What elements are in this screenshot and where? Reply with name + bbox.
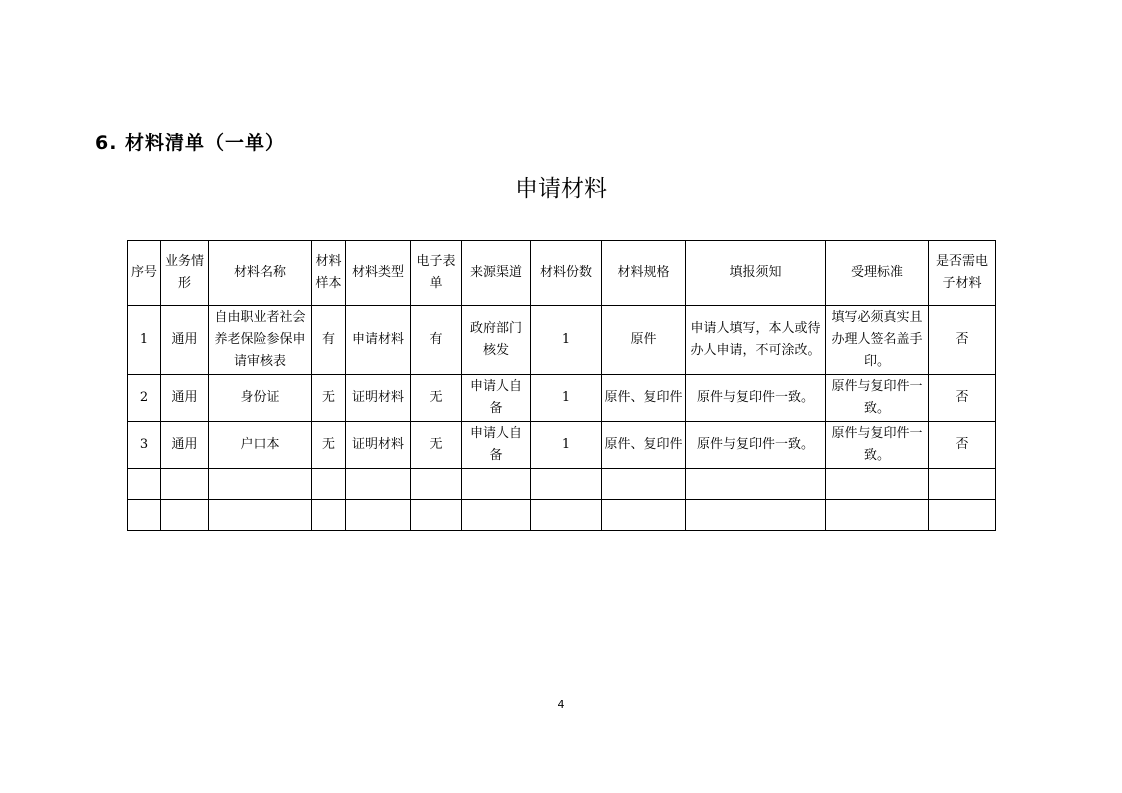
table-cell: 通用 xyxy=(161,375,209,422)
header-cell: 是否需电子材料 xyxy=(929,241,996,306)
empty-cell xyxy=(462,469,531,500)
table-cell: 2 xyxy=(128,375,161,422)
empty-cell xyxy=(161,469,209,500)
table-cell: 无 xyxy=(411,375,462,422)
table-cell: 原件、复印件 xyxy=(602,375,686,422)
empty-cell xyxy=(686,469,826,500)
table-cell: 申请人自备 xyxy=(462,422,531,469)
table-cell: 3 xyxy=(128,422,161,469)
table-cell: 原件与复印件一致。 xyxy=(826,375,929,422)
table-cell: 1 xyxy=(531,375,602,422)
header-cell: 材料样本 xyxy=(312,241,346,306)
empty-cell xyxy=(462,500,531,531)
empty-cell xyxy=(602,500,686,531)
empty-cell xyxy=(128,469,161,500)
table-cell: 申请人自备 xyxy=(462,375,531,422)
empty-cell xyxy=(602,469,686,500)
table-cell: 否 xyxy=(929,422,996,469)
table-cell: 自由职业者社会养老保险参保申请审核表 xyxy=(209,306,312,375)
empty-cell xyxy=(826,500,929,531)
table-cell: 通用 xyxy=(161,422,209,469)
empty-cell xyxy=(686,500,826,531)
empty-cell xyxy=(312,500,346,531)
header-cell: 受理标准 xyxy=(826,241,929,306)
empty-cell xyxy=(826,469,929,500)
empty-cell xyxy=(411,469,462,500)
empty-table-row xyxy=(128,469,996,500)
empty-cell xyxy=(346,469,411,500)
table-cell: 有 xyxy=(411,306,462,375)
page-number: 4 xyxy=(557,698,565,711)
empty-cell xyxy=(161,500,209,531)
header-cell: 材料规格 xyxy=(602,241,686,306)
table-title: 申请材料 xyxy=(515,176,607,202)
empty-cell xyxy=(411,500,462,531)
section-heading: 6. 材料清单（一单） xyxy=(95,132,286,154)
table-cell: 无 xyxy=(312,422,346,469)
empty-cell xyxy=(209,469,312,500)
header-cell: 填报须知 xyxy=(686,241,826,306)
table-cell: 有 xyxy=(312,306,346,375)
header-cell: 业务情形 xyxy=(161,241,209,306)
table-cell: 1 xyxy=(531,422,602,469)
table-cell: 证明材料 xyxy=(346,375,411,422)
materials-table xyxy=(127,240,996,531)
table-row xyxy=(128,422,996,469)
table-cell: 证明材料 xyxy=(346,422,411,469)
table-cell: 无 xyxy=(312,375,346,422)
table-cell: 身份证 xyxy=(209,375,312,422)
header-cell: 材料份数 xyxy=(531,241,602,306)
header-cell: 材料类型 xyxy=(346,241,411,306)
table-cell: 原件与复印件一致。 xyxy=(826,422,929,469)
empty-cell xyxy=(929,500,996,531)
table-cell: 通用 xyxy=(161,306,209,375)
empty-cell xyxy=(929,469,996,500)
empty-cell xyxy=(531,500,602,531)
empty-cell xyxy=(312,469,346,500)
header-cell: 材料名称 xyxy=(209,241,312,306)
empty-cell xyxy=(209,500,312,531)
table-row xyxy=(128,375,996,422)
table-row xyxy=(128,306,996,375)
header-cell: 电子表单 xyxy=(411,241,462,306)
empty-cell xyxy=(128,500,161,531)
table-header-row xyxy=(128,241,996,306)
table-cell: 1 xyxy=(128,306,161,375)
table-cell: 原件 xyxy=(602,306,686,375)
empty-cell xyxy=(346,500,411,531)
table-cell: 申请人填写，本人或待办人申请，不可涂改。 xyxy=(686,306,826,375)
table-cell: 无 xyxy=(411,422,462,469)
table-cell: 1 xyxy=(531,306,602,375)
table-cell: 填写必须真实且办理人签名盖手印。 xyxy=(826,306,929,375)
table-cell: 否 xyxy=(929,375,996,422)
table-cell: 政府部门核发 xyxy=(462,306,531,375)
empty-cell xyxy=(531,469,602,500)
empty-table-row xyxy=(128,500,996,531)
header-cell: 来源渠道 xyxy=(462,241,531,306)
table-cell: 否 xyxy=(929,306,996,375)
table-cell: 原件与复印件一致。 xyxy=(686,422,826,469)
table-cell: 原件与复印件一致。 xyxy=(686,375,826,422)
table-cell: 申请材料 xyxy=(346,306,411,375)
header-cell: 序号 xyxy=(128,241,161,306)
table-cell: 原件、复印件 xyxy=(602,422,686,469)
table-cell: 户口本 xyxy=(209,422,312,469)
